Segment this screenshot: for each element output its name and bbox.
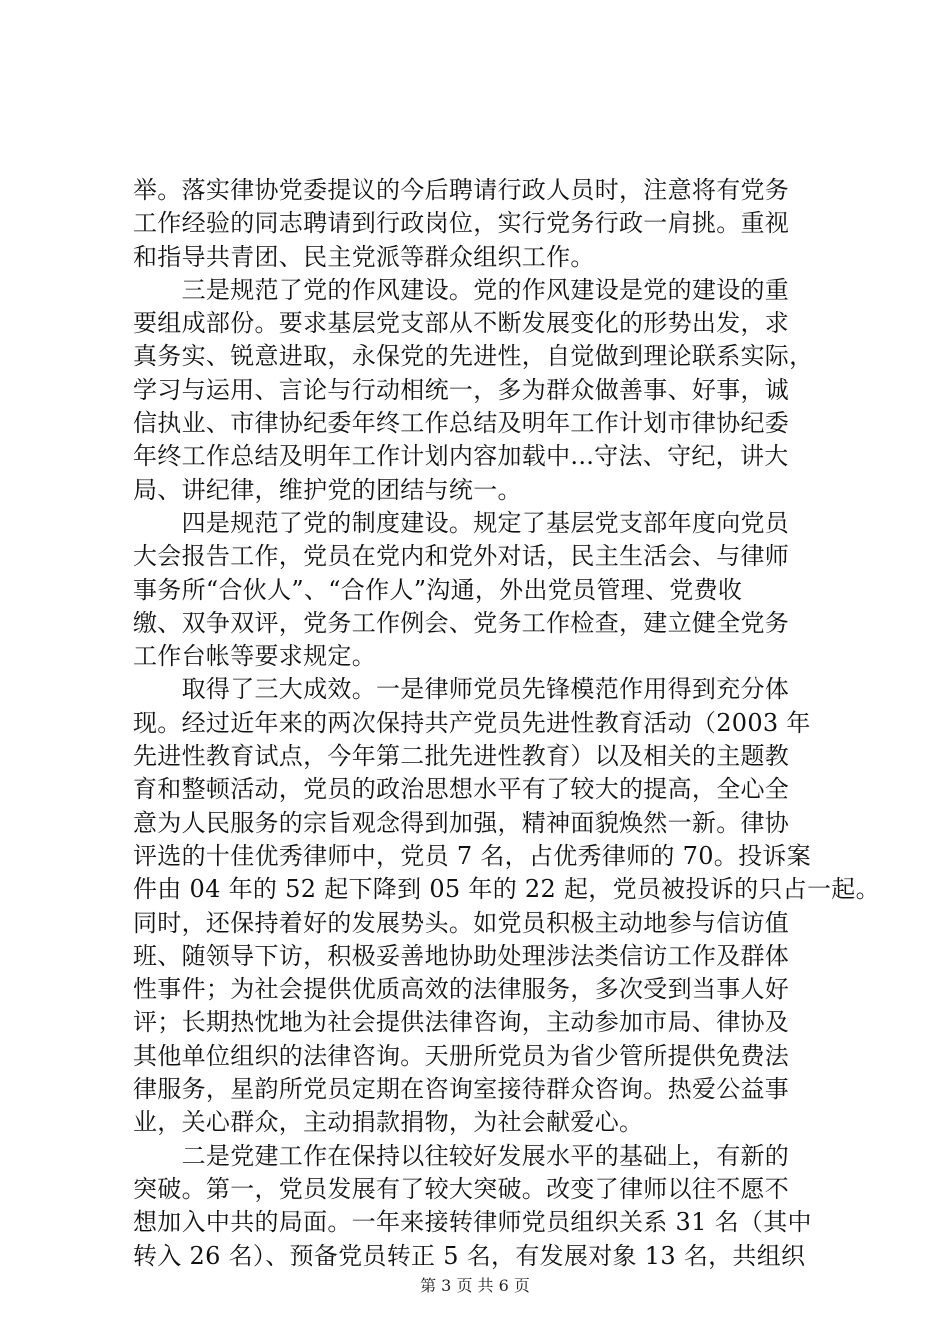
text-line: 取得了三大成效。一是律师党员先锋模范作用得到充分体 [133,675,790,704]
text-line: 大会报告工作，党员在党内和党外对话，民主生活会、与律师 [133,542,790,571]
text-line: 学习与运用、言论与行动相统一，多为群众做善事、好事，诚 [133,375,790,404]
text-line: 先进性教育试点，今年第二批先进性教育）以及相关的主题教 [133,742,790,771]
text-line: 评选的十佳优秀律师中，党员 7 名，占优秀律师的 70。投诉案 [133,841,811,870]
text-line: 信执业、市律协纪委年终工作总结及明年工作计划市律协纪委 [133,409,790,438]
text-line: 缴、双争双评，党务工作例会、党务工作检查，建立健全党务 [133,608,790,637]
text-line: 性事件；为社会提供优质高效的法律服务，多次受到当事人好 [133,975,790,1004]
text-line: 四是规范了党的制度建设。规定了基层党支部年度向党员 [133,508,790,537]
text-line: 件由 04 年的 52 起下降到 05 年的 22 起，党员被投诉的只占一起。 [133,875,880,904]
text-line: 业，关心群众，主动捐款捐物，为社会献爱心。 [133,1108,644,1137]
text-line: 工作台帐等要求规定。 [133,642,376,671]
text-line: 局、讲纪律，维护党的团结与统一。 [133,475,522,504]
text-line: 律服务，星韵所党员定期在咨询室接待群众咨询。热爱公益事 [133,1075,790,1104]
text-line: 要组成部份。要求基层党支部从不断发展变化的形势出发，求 [133,309,790,338]
page-number-label: 第 3 页 共 6 页 [420,1276,530,1295]
text-line: 转入 26 名）、预备党员转正 5 名，有发展对象 13 名，共组织 [133,1241,806,1270]
body-text [133,174,880,1273]
text-line: 工作经验的同志聘请到行政岗位，实行党务行政一肩挑。重视 [133,209,790,238]
text-line: 二是党建工作在保持以往较好发展水平的基础上，有新的 [133,1141,790,1170]
text-line: 同时，还保持着好的发展势头。如党员积极主动地参与信访值 [133,908,790,937]
text-line: 真务实、锐意进取，永保党的先进性，自觉做到理论联系实际， [133,342,814,371]
text-line: 举。落实律协党委提议的今后聘请行政人员时，注意将有党务 [133,176,790,204]
text-line: 想加入中共的局面。一年来接转律师党员组织关系 31 名（其中 [133,1208,812,1237]
text-line: 评；长期热忱地为社会提供法律咨询，主动参加市局、律协及 [133,1008,790,1037]
page-footer [0,1275,950,1297]
text-line: 现。经过近年来的两次保持共产党员先进性教育活动（2003 年 [133,708,811,737]
text-line: 年终工作总结及明年工作计划内容加载中...守法、守纪，讲大 [133,442,789,471]
text-line: 其他单位组织的法律咨询。天册所党员为省少管所提供免费法 [133,1041,790,1070]
text-line: 育和整顿活动，党员的政治思想水平有了较大的提高，全心全 [133,775,790,804]
text-line: 意为人民服务的宗旨观念得到加强，精神面貌焕然一新。律协 [133,808,790,837]
text-line: 三是规范了党的作风建设。党的作风建设是党的建设的重 [133,275,790,304]
text-line: 突破。第一，党员发展有了较大突破。改变了律师以往不愿不 [133,1174,790,1203]
text-line: 事务所“合伙人”、“合作人”沟通，外出党员管理、党费收 [133,575,743,604]
text-line: 和指导共青团、民主党派等群众组织工作。 [133,242,595,271]
text-line: 班、随领导下访，积极妥善地协助处理涉法类信访工作及群体 [133,941,790,970]
